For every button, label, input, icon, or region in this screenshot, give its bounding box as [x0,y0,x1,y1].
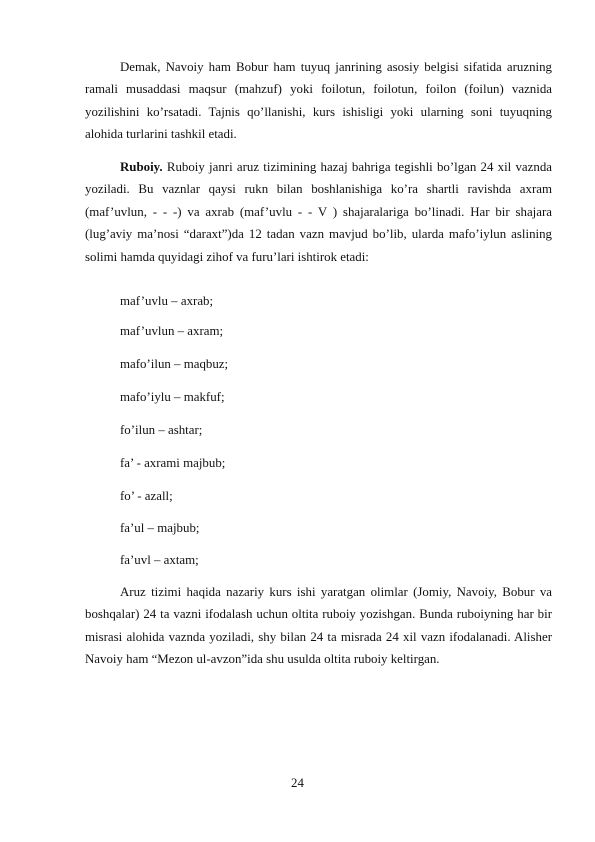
list-item-7: fo’ - azall; [120,489,173,503]
list-item-5: fo’ilun – ashtar; [120,423,203,437]
paragraph-tuyuq-summary: Demak, Navoiy ham Bobur ham tuyuq janrining asosiy belgisi sifatida aruzning ramali musaddasi maqsur (mahzuf) yoki foilotun, foilotun, foilon (foilun) vaznida yozilishini ko’rsatadi. Tajnis qo’llanishi, kurs ishisligi yoki ularning soni tuyuqning alohida turlarini tashkil etadi. [85,60,552,142]
list-item-2: maf’uvlun – axram; [120,324,224,338]
paragraph-aruz-theory: Aruz tizimi haqida nazariy kurs ishi yaratgan olimlar (Jomiy, Navoiy, Bobur va boshqalar) 24 ta vazni ifodalash uchun oltita ruboiy yozishgan. Bunda ruboiyning har bir misrasi alohida vaznda yoziladi, shy bilan 24 ta misrada 24 xil vazn ifodalanadi. Alisher Navoiy ham “Mezon ul-avzon”ida shu usulda oltita ruboiy keltirgan. [85,585,552,667]
list-item-9: fa’uvl – axtam; [120,553,199,567]
list-item-4: mafo’iylu – makfuf; [120,390,225,404]
ruboiy-heading: Ruboiy. [120,160,163,174]
ruboiy-text: Ruboiy janri aruz tizimining hazaj bahriga tegishli bo’lgan 24 xil vaznda yoziladi. Bu vaznlar qaysi rukn bilan boshlanishiga ko’ra shartli ravishda axram (maf’uvlun, - - -) va axrab (maf’uvlu - - V ) shajaralariga bo’linadi. Har bir shajara (lug’aviy ma’nosi “daraxt”)da 12 tadan vazn mavjud bo’lib, ularda mafo’iylun aslining solimi hamda quyidagi zihof va furu’lari ishtirok etadi: [85,160,552,264]
paragraph-ruboiy [85,156,552,268]
list-item-3: mafo’ilun – maqbuz; [120,357,229,371]
list-item-1: maf’uvlu – axrab; [120,294,214,308]
list-item-8: fa’ul – majbub; [120,521,200,535]
page-number: 24 [291,776,304,790]
list-item-6: fa’ - axrami majbub; [120,456,226,470]
